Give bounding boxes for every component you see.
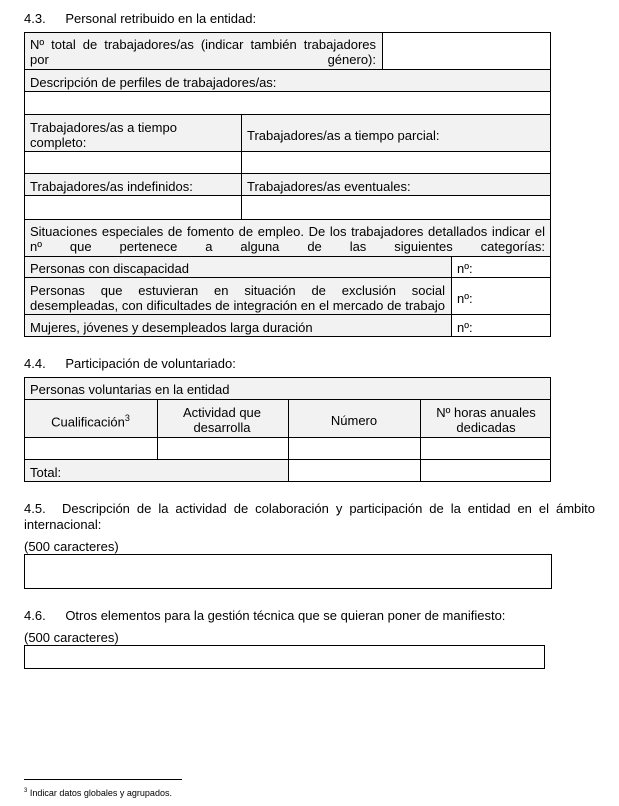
special-intro-text: Situaciones especiales de fomento de empleo. De los trabajadores detallados indicar el nº que pertenece a alguna de las siguientes categorías: [30, 224, 545, 254]
full-time-input[interactable] [25, 152, 241, 173]
divider [24, 114, 551, 115]
indefinite-input[interactable] [25, 196, 241, 219]
technical-elements-input[interactable] [24, 645, 545, 669]
section-title: Otros elementos para la gestión técnica que se quieran poner de manifiesto: [65, 608, 506, 623]
number-input[interactable] [289, 438, 420, 459]
profiles-input[interactable] [25, 92, 550, 114]
footnote-text: Indicar datos globales y agrupados. [29, 788, 172, 798]
hours-input[interactable] [421, 438, 550, 459]
category-number-input[interactable] [476, 315, 550, 336]
col-hours-header: Nº horas anuales dedicadas [436, 405, 536, 435]
char-limit-note: (500 caracteres) [24, 630, 119, 645]
divider [451, 256, 452, 337]
category-number-input[interactable] [476, 257, 550, 277]
international-activity-input[interactable] [24, 554, 552, 589]
personal-table [24, 32, 551, 337]
section-title: Descripción de la actividad de colaboración y participación de la entidad en el ámbito internacional: [24, 501, 595, 532]
volunteer-total-label: Total: [30, 465, 62, 480]
footnote-marker: 3 [24, 788, 28, 794]
section-title: Participación de voluntariado: [65, 356, 236, 371]
divider [24, 277, 551, 278]
category-number-label: nº: [457, 261, 473, 276]
full-time-label: Trabajadores/as a tiempo completo: [30, 120, 177, 150]
category-label: Mujeres, jóvenes y desempleados larga duración [30, 320, 313, 335]
divider [24, 314, 551, 315]
section-number: 4.5. [24, 501, 46, 516]
volunteer-table-title: Personas voluntarias en la entidad [30, 382, 230, 397]
col-qualification-header [24, 411, 157, 429]
section-number: 4.3. [24, 11, 46, 26]
indefinite-label: Trabajadores/as indefinidos: [30, 179, 193, 194]
qualification-input[interactable] [25, 438, 157, 459]
section-number: 4.4. [24, 356, 46, 371]
part-time-input[interactable] [242, 152, 550, 173]
divider [24, 256, 551, 257]
activity-input[interactable] [158, 438, 288, 459]
part-time-label: Trabajadores/as a tiempo parcial: [247, 128, 440, 143]
category-label: Personas que estuvieran en situación de exclusión social desempleadas, con dificultades de integración en el mercado de trabajo [30, 283, 445, 313]
divider [24, 219, 551, 220]
total-number-input[interactable] [289, 460, 420, 481]
char-limit-note: (500 caracteres) [24, 539, 119, 554]
footnote [24, 785, 172, 799]
category-number-label: nº: [457, 320, 473, 335]
category-number-input[interactable] [476, 278, 550, 314]
section-title: Personal retribuido en la entidad: [65, 11, 257, 26]
total-workers-label: Nº total de trabajadores/as (indicar también trabajadores por género): [30, 37, 376, 67]
footnote-ref: 3 [124, 413, 130, 423]
category-number-label: nº: [457, 291, 473, 306]
divider [24, 69, 551, 70]
temporary-input[interactable] [242, 196, 550, 219]
category-label: Personas con discapacidad [30, 261, 189, 276]
total-workers-input[interactable] [383, 33, 550, 69]
volunteer-table [24, 377, 551, 482]
section-4-4-heading [24, 356, 236, 372]
col-activity-header: Actividad que desarrolla [182, 405, 262, 435]
section-number: 4.6. [24, 608, 46, 623]
temporary-label: Trabajadores/as eventuales: [247, 179, 411, 194]
section-4-5-title-wrap [24, 501, 595, 533]
col-number-header: Número [330, 413, 378, 428]
col-qualification-label: Cualificación [51, 414, 125, 430]
total-hours-input[interactable] [421, 460, 550, 481]
section-4-6-heading [24, 608, 505, 624]
footnote-separator [24, 779, 182, 780]
profiles-label: Descripción de perfiles de trabajadores/as: [30, 75, 277, 90]
divider [24, 173, 551, 174]
section-4-3-heading [24, 11, 256, 27]
